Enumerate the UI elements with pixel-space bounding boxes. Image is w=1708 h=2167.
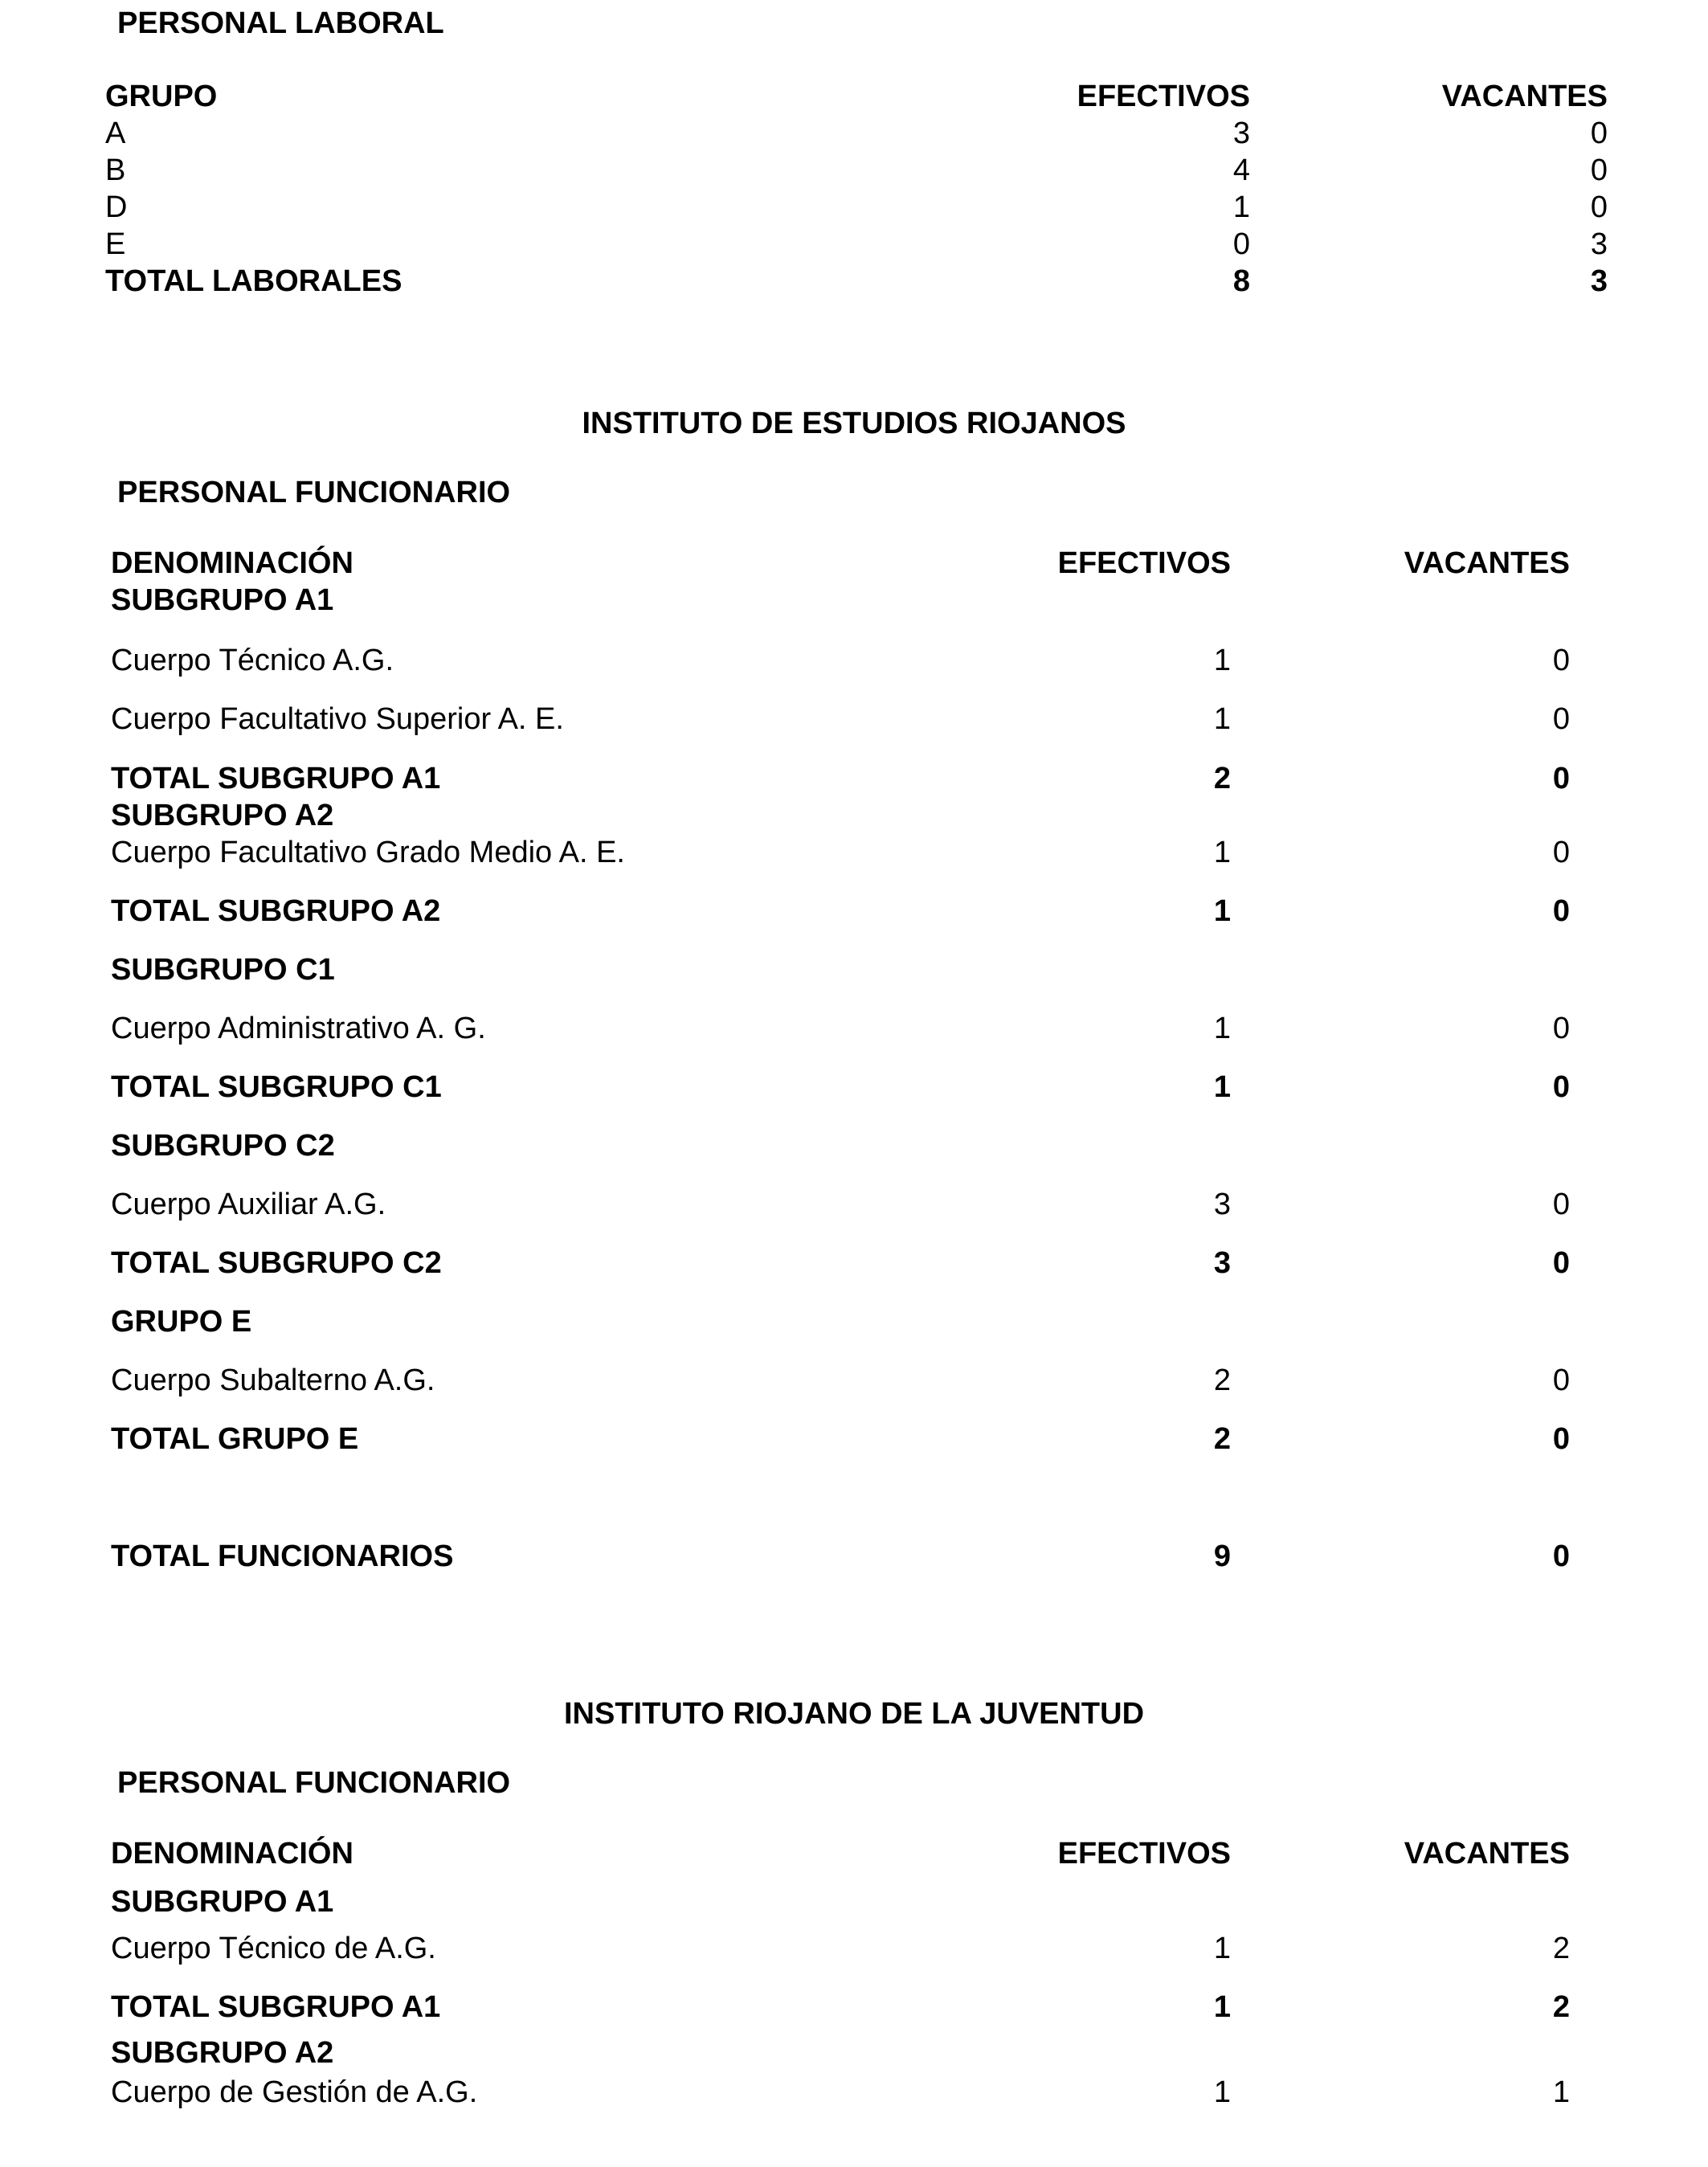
row-vacantes: 2 <box>1552 1932 1570 1965</box>
header-efectivos: EFECTIVOS <box>1057 1837 1231 1871</box>
total-label: TOTAL SUBGRUPO A1 <box>111 762 441 795</box>
row-label: Cuerpo Administrativo A. G. <box>111 1012 486 1045</box>
table-row <box>0 152 1708 189</box>
header-efectivos: EFECTIVOS <box>1057 546 1231 580</box>
row-vacantes: 0 <box>1590 190 1608 224</box>
row-label: Cuerpo de Gestión de A.G. <box>111 2075 478 2109</box>
table-row <box>0 701 1708 738</box>
row-label: Cuerpo Subalterno A.G. <box>111 1364 435 1397</box>
section-title-personal-funcionario-irj: PERSONAL FUNCIONARIO <box>117 1766 511 1800</box>
total-efectivos: 2 <box>1213 762 1231 795</box>
row-vacantes: 1 <box>1552 2075 1570 2109</box>
total-label: TOTAL LABORALES <box>105 264 402 298</box>
total-vacantes: 3 <box>1590 264 1608 298</box>
table-row <box>0 1930 1708 1967</box>
row-label: A <box>105 117 126 150</box>
table-row <box>0 2074 1708 2111</box>
subgroup-heading-a1: SUBGRUPO A1 <box>111 583 334 617</box>
subgroup-heading-c1: SUBGRUPO C1 <box>111 953 335 987</box>
subgroup-heading-c2: SUBGRUPO C2 <box>111 1129 335 1163</box>
table-row <box>0 226 1708 263</box>
row-efectivos: 1 <box>1213 644 1231 677</box>
total-efectivos: 8 <box>1232 264 1250 298</box>
laboral-header-row <box>0 78 1708 115</box>
section-title-personal-laboral: PERSONAL LABORAL <box>117 6 444 40</box>
header-efectivos: EFECTIVOS <box>1077 80 1250 113</box>
row-vacantes: 0 <box>1590 153 1608 187</box>
total-label: TOTAL FUNCIONARIOS <box>111 1539 454 1573</box>
total-efectivos: 1 <box>1213 1070 1231 1104</box>
total-vacantes: 0 <box>1552 894 1570 928</box>
subgroup-heading-a2: SUBGRUPO A2 <box>111 2036 334 2070</box>
group-heading-e: GRUPO E <box>111 1305 252 1339</box>
total-label: TOTAL SUBGRUPO A2 <box>111 894 441 928</box>
subgroup-heading-a2: SUBGRUPO A2 <box>111 799 334 832</box>
section-title-personal-funcionario-ier: PERSONAL FUNCIONARIO <box>117 476 511 509</box>
total-vacantes: 0 <box>1552 1246 1570 1280</box>
row-label: Cuerpo Técnico de A.G. <box>111 1932 436 1965</box>
table-row <box>0 189 1708 226</box>
total-efectivos: 9 <box>1213 1539 1231 1573</box>
subtotal-row-c2 <box>0 1245 1708 1282</box>
row-vacantes: 0 <box>1552 1188 1570 1221</box>
subtotal-row-a1 <box>0 760 1708 797</box>
row-efectivos: 2 <box>1213 1364 1231 1397</box>
table-row <box>0 1186 1708 1223</box>
total-efectivos: 1 <box>1213 1990 1231 2024</box>
row-vacantes: 0 <box>1552 1012 1570 1045</box>
institute-title-irj: INSTITUTO RIOJANO DE LA JUVENTUD <box>563 1697 1145 1731</box>
ier-header-row <box>0 545 1708 582</box>
total-vacantes: 0 <box>1552 762 1570 795</box>
total-efectivos: 2 <box>1213 1422 1231 1456</box>
table-row <box>0 642 1708 679</box>
row-label: Cuerpo Facultativo Grado Medio A. E. <box>111 836 625 869</box>
total-label: TOTAL SUBGRUPO C1 <box>111 1070 442 1104</box>
row-label: Cuerpo Facultativo Superior A. E. <box>111 702 564 736</box>
total-efectivos: 1 <box>1213 894 1231 928</box>
table-row <box>0 834 1708 871</box>
total-label: TOTAL SUBGRUPO C2 <box>111 1246 442 1280</box>
row-label: D <box>105 190 128 224</box>
total-efectivos: 3 <box>1213 1246 1231 1280</box>
row-label: B <box>105 153 126 187</box>
total-vacantes: 0 <box>1552 1070 1570 1104</box>
total-label: TOTAL GRUPO E <box>111 1422 359 1456</box>
subtotal-row-c1 <box>0 1069 1708 1106</box>
header-vacantes: VACANTES <box>1404 1837 1570 1871</box>
row-label: Cuerpo Técnico A.G. <box>111 644 394 677</box>
laboral-total-row <box>0 263 1708 300</box>
row-efectivos: 3 <box>1232 117 1250 150</box>
row-vacantes: 3 <box>1590 227 1608 261</box>
row-label: Cuerpo Auxiliar A.G. <box>111 1188 386 1221</box>
header-vacantes: VACANTES <box>1404 546 1570 580</box>
table-row <box>0 115 1708 152</box>
row-label: E <box>105 227 126 261</box>
subtotal-row-e <box>0 1421 1708 1458</box>
row-efectivos: 1 <box>1213 836 1231 869</box>
header-denominacion: DENOMINACIÓN <box>111 546 353 580</box>
header-vacantes: VACANTES <box>1441 80 1608 113</box>
total-vacantes: 0 <box>1552 1422 1570 1456</box>
row-vacantes: 0 <box>1552 836 1570 869</box>
subgroup-heading-a1: SUBGRUPO A1 <box>111 1885 334 1919</box>
row-efectivos: 1 <box>1213 2075 1231 2109</box>
subtotal-row-a1 <box>0 1989 1708 2026</box>
total-funcionarios-row <box>0 1538 1708 1575</box>
header-grupo: GRUPO <box>105 80 218 113</box>
total-vacantes: 2 <box>1552 1990 1570 2024</box>
total-vacantes: 0 <box>1552 1539 1570 1573</box>
total-label: TOTAL SUBGRUPO A1 <box>111 1990 441 2024</box>
row-efectivos: 1 <box>1213 702 1231 736</box>
header-denominacion: DENOMINACIÓN <box>111 1837 353 1871</box>
row-vacantes: 0 <box>1552 1364 1570 1397</box>
table-row <box>0 1010 1708 1047</box>
row-vacantes: 0 <box>1552 644 1570 677</box>
row-efectivos: 3 <box>1213 1188 1231 1221</box>
irj-header-row <box>0 1835 1708 1872</box>
subtotal-row-a2 <box>0 893 1708 930</box>
row-efectivos: 0 <box>1232 227 1250 261</box>
row-vacantes: 0 <box>1590 117 1608 150</box>
row-efectivos: 1 <box>1213 1932 1231 1965</box>
table-row <box>0 1362 1708 1399</box>
institute-title-ier: INSTITUTO DE ESTUDIOS RIOJANOS <box>582 407 1126 440</box>
row-efectivos: 1 <box>1232 190 1250 224</box>
row-efectivos: 1 <box>1213 1012 1231 1045</box>
row-vacantes: 0 <box>1552 702 1570 736</box>
row-efectivos: 4 <box>1232 153 1250 187</box>
